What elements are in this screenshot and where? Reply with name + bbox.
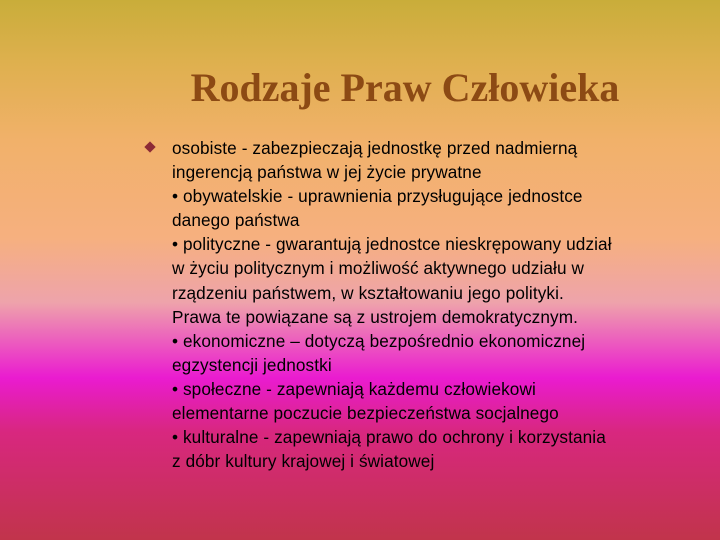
slide-body-text: osobiste - zabezpieczają jednostkę przed nadmierną ingerencją państwa w jej życie prywatne • obywatelskie - uprawnienia przysługujące jednostce danego państwa • polityczne - gwarantują jednostce nieskrępowany udział w życiu politycznym i możliwość aktywnego udziału w rządzeniu państwem, w kształtowaniu jego polityki. Prawa te powiązane są z ustrojem demokratycznym. • ekonomiczne – dotyczą bezpośrednio ekonomicznej egzystencji jednostki • społeczne - zapewniają każdemu człowiekowi elementarne poczucie bezpieczeństwa socjalnego • kulturalne - zapewniają prawo do ochrony i korzystania z dóbr kultury krajowej i światowej bbox=[172, 138, 612, 472]
slide-title: Rodzaje Praw Człowieka bbox=[190, 65, 620, 110]
bullet-diamond-icon bbox=[144, 141, 155, 152]
